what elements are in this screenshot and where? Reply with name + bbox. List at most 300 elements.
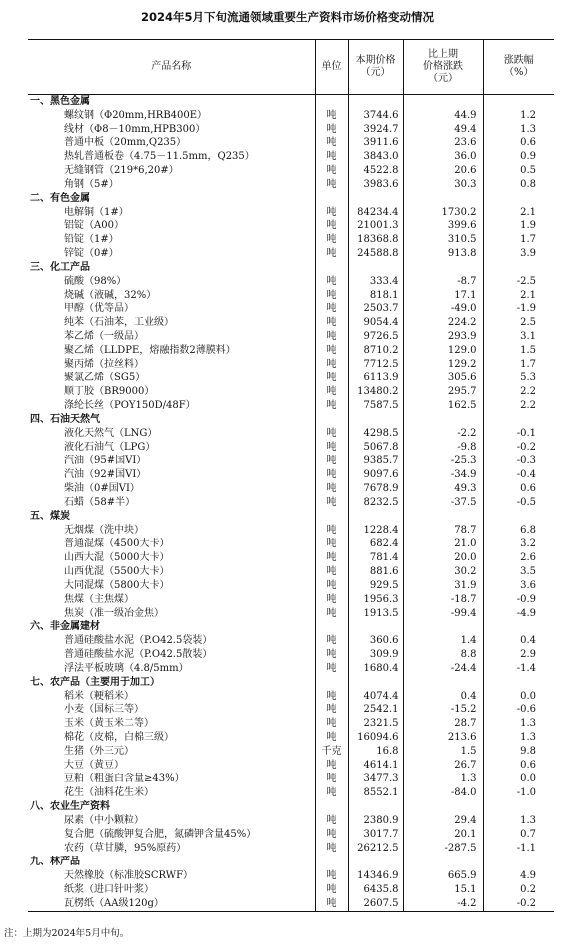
pct-cell: 0.4 bbox=[483, 634, 554, 648]
unit-cell: 吨 bbox=[315, 883, 348, 897]
category-row bbox=[28, 800, 554, 814]
product-name-cell: 硫酸（98%） bbox=[64, 275, 127, 287]
change-cell: -18.7 bbox=[403, 593, 483, 607]
price-cell: 3843.0 bbox=[348, 150, 403, 164]
unit-cell: 吨 bbox=[315, 150, 348, 164]
price-cell: 818.1 bbox=[348, 289, 403, 303]
product-name-cell: 瓦楞纸（AA级120g） bbox=[28, 897, 315, 911]
table-row bbox=[28, 524, 554, 538]
change-cell: 305.6 bbox=[403, 372, 483, 386]
pct-cell bbox=[483, 261, 554, 275]
table-row bbox=[28, 109, 554, 123]
unit-cell: 吨 bbox=[315, 482, 348, 496]
table-row bbox=[28, 828, 554, 842]
product-name-cell: 花生（油料花生米） bbox=[64, 787, 154, 799]
product-name-cell: 八、农业生产资料 bbox=[30, 801, 110, 813]
change-cell: 49.3 bbox=[403, 482, 483, 496]
table-row bbox=[28, 634, 554, 648]
category-row bbox=[28, 261, 554, 275]
change-cell: -4.2 bbox=[403, 897, 483, 911]
price-cell bbox=[348, 95, 403, 109]
unit-cell: 吨 bbox=[315, 579, 348, 593]
pct-cell: 2.6 bbox=[483, 551, 554, 565]
table-row bbox=[28, 219, 554, 233]
pct-cell: 2.5 bbox=[483, 316, 554, 330]
change-cell: 36.0 bbox=[403, 150, 483, 164]
table-row bbox=[28, 372, 554, 386]
price-cell: 781.4 bbox=[348, 551, 403, 565]
pct-cell: 2.2 bbox=[483, 385, 554, 399]
pct-cell: 1.7 bbox=[483, 358, 554, 372]
change-cell: 44.9 bbox=[403, 109, 483, 123]
unit-cell: 吨 bbox=[315, 607, 348, 621]
price-cell: 7678.9 bbox=[348, 482, 403, 496]
change-cell: 1.5 bbox=[403, 745, 483, 759]
product-name-cell: 无烟煤（洗中块） bbox=[64, 524, 144, 536]
table-row bbox=[28, 150, 554, 164]
pct-cell: 0.8 bbox=[483, 178, 554, 192]
price-cell: 18368.8 bbox=[348, 233, 403, 247]
pct-cell: 9.8 bbox=[483, 745, 554, 759]
product-name-cell: 大豆（黄豆） bbox=[64, 759, 124, 771]
change-cell: 129.0 bbox=[403, 344, 483, 358]
pct-cell: 4.9 bbox=[483, 869, 554, 883]
product-name-cell: 农药（草甘膦，95%原药） bbox=[64, 842, 187, 854]
pct-cell: 1.3 bbox=[483, 814, 554, 828]
price-cell: 682.4 bbox=[348, 538, 403, 552]
change-cell bbox=[403, 676, 483, 690]
table-row bbox=[28, 593, 554, 607]
table-row bbox=[28, 869, 554, 883]
price-cell: 9385.7 bbox=[348, 455, 403, 469]
price-cell: 26212.5 bbox=[348, 842, 403, 856]
product-name-cell: 纯苯（石油苯，工业级） bbox=[64, 317, 174, 329]
unit-cell: 吨 bbox=[315, 427, 348, 441]
price-cell: 6113.9 bbox=[348, 372, 403, 386]
pct-cell: 6.8 bbox=[483, 524, 554, 538]
pct-cell: 2.9 bbox=[483, 648, 554, 662]
pct-cell: 2.1 bbox=[483, 206, 554, 220]
pct-cell: -0.2 bbox=[483, 441, 554, 455]
category-row bbox=[28, 192, 554, 206]
unit-cell: 吨 bbox=[315, 178, 348, 192]
pct-cell: -0.6 bbox=[483, 703, 554, 717]
pct-cell: 5.3 bbox=[483, 372, 554, 386]
category-row bbox=[28, 413, 554, 427]
pct-cell: -4.9 bbox=[483, 607, 554, 621]
table-row bbox=[28, 468, 554, 482]
unit-cell bbox=[315, 413, 348, 427]
unit-cell: 吨 bbox=[315, 897, 348, 911]
table-row bbox=[28, 731, 554, 745]
table-row bbox=[28, 302, 554, 316]
product-name-cell: 聚氯乙烯（SG5） bbox=[64, 372, 146, 384]
unit-cell: 吨 bbox=[315, 593, 348, 607]
pct-cell: 3.6 bbox=[483, 579, 554, 593]
change-cell: 913.8 bbox=[403, 247, 483, 261]
change-cell: 23.6 bbox=[403, 136, 483, 150]
change-cell: 49.4 bbox=[403, 123, 483, 137]
pct-cell: 1.7 bbox=[483, 233, 554, 247]
table-row bbox=[28, 648, 554, 662]
product-name-cell: 角钢（5#） bbox=[64, 178, 119, 190]
unit-cell: 吨 bbox=[315, 164, 348, 178]
change-cell: 8.8 bbox=[403, 648, 483, 662]
unit-cell: 吨 bbox=[315, 344, 348, 358]
change-cell: 0.4 bbox=[403, 690, 483, 704]
table-row bbox=[28, 330, 554, 344]
pct-cell: -1.0 bbox=[483, 786, 554, 800]
change-cell: 17.1 bbox=[403, 289, 483, 303]
pct-cell: -0.2 bbox=[483, 897, 554, 911]
table-header-row bbox=[28, 40, 554, 95]
pct-cell bbox=[483, 192, 554, 206]
table-body bbox=[28, 95, 554, 912]
price-cell: 2321.5 bbox=[348, 717, 403, 731]
change-cell: -37.5 bbox=[403, 496, 483, 510]
unit-cell: 吨 bbox=[315, 634, 348, 648]
price-cell bbox=[348, 192, 403, 206]
table-row bbox=[28, 136, 554, 150]
price-cell: 1228.4 bbox=[348, 524, 403, 538]
product-name-cell: 玉米（黄玉米二等） bbox=[64, 718, 154, 730]
pct-cell bbox=[483, 676, 554, 690]
price-table bbox=[28, 39, 554, 912]
price-cell: 2380.9 bbox=[348, 814, 403, 828]
table-row bbox=[28, 358, 554, 372]
header-price: 本期价格 （元） bbox=[348, 40, 403, 95]
unit-cell bbox=[315, 510, 348, 524]
header-name: 产品名称 bbox=[28, 40, 315, 95]
price-cell: 7587.5 bbox=[348, 399, 403, 413]
unit-cell bbox=[315, 800, 348, 814]
price-cell: 3744.6 bbox=[348, 109, 403, 123]
unit-cell: 吨 bbox=[315, 842, 348, 856]
unit-cell: 吨 bbox=[315, 219, 348, 233]
unit-cell: 吨 bbox=[315, 330, 348, 344]
price-cell bbox=[348, 800, 403, 814]
price-cell: 2542.1 bbox=[348, 703, 403, 717]
price-cell: 3924.7 bbox=[348, 123, 403, 137]
pct-cell: 1.5 bbox=[483, 344, 554, 358]
product-name-cell: 铝锭（A00） bbox=[64, 220, 124, 232]
pct-cell: 0.9 bbox=[483, 150, 554, 164]
price-cell bbox=[348, 676, 403, 690]
unit-cell: 吨 bbox=[315, 690, 348, 704]
table-row bbox=[28, 883, 554, 897]
change-cell: 293.9 bbox=[403, 330, 483, 344]
pct-cell: 0.6 bbox=[483, 759, 554, 773]
price-cell: 1680.4 bbox=[348, 662, 403, 676]
table-row bbox=[28, 441, 554, 455]
product-name-cell: 普通硅酸盐水泥（P.O42.5袋装） bbox=[64, 635, 213, 647]
table-row bbox=[28, 773, 554, 787]
change-cell: 399.6 bbox=[403, 219, 483, 233]
unit-cell: 吨 bbox=[315, 455, 348, 469]
price-cell: 881.6 bbox=[348, 565, 403, 579]
change-cell: -24.4 bbox=[403, 662, 483, 676]
price-cell: 24588.8 bbox=[348, 247, 403, 261]
price-cell: 5067.8 bbox=[348, 441, 403, 455]
product-name-cell: 焦煤（主焦煤） bbox=[64, 593, 134, 605]
pct-cell: 1.3 bbox=[483, 123, 554, 137]
unit-cell: 吨 bbox=[315, 468, 348, 482]
table-row bbox=[28, 178, 554, 192]
table-row bbox=[28, 786, 554, 800]
price-cell: 929.5 bbox=[348, 579, 403, 593]
product-name-cell: 甲醇（优等品） bbox=[64, 303, 134, 315]
product-name-cell: 大同混煤（5800大卡） bbox=[64, 579, 170, 591]
price-cell: 360.6 bbox=[348, 634, 403, 648]
product-name-cell: 复合肥（硫酸钾复合肥，氮磷钾含量45%） bbox=[64, 828, 257, 840]
price-cell bbox=[348, 620, 403, 634]
change-cell bbox=[403, 800, 483, 814]
unit-cell bbox=[315, 856, 348, 870]
price-cell: 3017.7 bbox=[348, 828, 403, 842]
table-row bbox=[28, 897, 554, 911]
unit-cell: 吨 bbox=[315, 551, 348, 565]
table-row bbox=[28, 385, 554, 399]
product-name-cell: 山西大混（5000大卡） bbox=[64, 552, 170, 564]
table-row bbox=[28, 759, 554, 773]
change-cell: 26.7 bbox=[403, 759, 483, 773]
table-row bbox=[28, 745, 554, 759]
unit-cell: 吨 bbox=[315, 385, 348, 399]
change-cell: -49.0 bbox=[403, 302, 483, 316]
unit-cell: 吨 bbox=[315, 703, 348, 717]
unit-cell: 吨 bbox=[315, 773, 348, 787]
unit-cell: 吨 bbox=[315, 786, 348, 800]
change-cell: 28.7 bbox=[403, 717, 483, 731]
price-cell: 16094.6 bbox=[348, 731, 403, 745]
change-cell: -25.3 bbox=[403, 455, 483, 469]
price-cell: 4522.8 bbox=[348, 164, 403, 178]
product-name-cell: 螺纹钢（Φ20mm,HRB400E） bbox=[64, 109, 208, 121]
product-name-cell: 三、化工产品 bbox=[30, 261, 90, 273]
change-cell bbox=[403, 620, 483, 634]
unit-cell: 吨 bbox=[315, 206, 348, 220]
change-cell: 162.5 bbox=[403, 399, 483, 413]
pct-cell: 1.2 bbox=[483, 109, 554, 123]
product-name-cell: 普通硅酸盐水泥（P.O42.5散装） bbox=[64, 649, 213, 661]
product-name-cell: 苯乙烯（一级品） bbox=[64, 330, 144, 342]
change-cell: 30.3 bbox=[403, 178, 483, 192]
change-cell: -287.5 bbox=[403, 842, 483, 856]
change-cell: 1730.2 bbox=[403, 206, 483, 220]
product-name-cell: 电解铜（1#） bbox=[64, 206, 129, 218]
change-cell: 665.9 bbox=[403, 869, 483, 883]
pct-cell: 0.6 bbox=[483, 136, 554, 150]
pct-cell: -1.9 bbox=[483, 302, 554, 316]
price-cell: 1913.5 bbox=[348, 607, 403, 621]
footnote: 注：上期为2024年5月中旬。 bbox=[4, 928, 130, 939]
price-cell: 8552.1 bbox=[348, 786, 403, 800]
unit-cell: 吨 bbox=[315, 247, 348, 261]
pct-cell: -1.1 bbox=[483, 842, 554, 856]
table-row bbox=[28, 399, 554, 413]
unit-cell: 吨 bbox=[315, 731, 348, 745]
change-cell bbox=[403, 413, 483, 427]
change-cell: 21.0 bbox=[403, 538, 483, 552]
table-row bbox=[28, 717, 554, 731]
pct-cell: 0.5 bbox=[483, 164, 554, 178]
unit-cell: 吨 bbox=[315, 109, 348, 123]
product-name-cell: 小麦（国标三等） bbox=[64, 704, 144, 716]
product-name-cell: 六、非金属建材 bbox=[30, 621, 100, 633]
price-cell: 3477.3 bbox=[348, 773, 403, 787]
unit-cell: 吨 bbox=[315, 441, 348, 455]
price-cell: 4298.5 bbox=[348, 427, 403, 441]
category-row bbox=[28, 676, 554, 690]
product-name-cell: 石蜡（58#半） bbox=[64, 496, 136, 508]
unit-cell: 吨 bbox=[315, 828, 348, 842]
change-cell bbox=[403, 856, 483, 870]
category-row bbox=[28, 510, 554, 524]
change-cell: -84.0 bbox=[403, 786, 483, 800]
pct-cell: -0.1 bbox=[483, 427, 554, 441]
product-name-cell: 液化石油气（LPG） bbox=[64, 441, 156, 453]
product-name-cell: 浮法平板玻璃（4.8/5mm） bbox=[64, 662, 189, 674]
pct-cell: 0.7 bbox=[483, 828, 554, 842]
table-row bbox=[28, 690, 554, 704]
pct-cell: -0.5 bbox=[483, 496, 554, 510]
unit-cell: 吨 bbox=[315, 496, 348, 510]
report-title: 2024年5月下旬流通领域重要生产资料市场价格变动情况 bbox=[140, 10, 434, 24]
price-cell bbox=[348, 413, 403, 427]
product-name-cell: 四、石油天然气 bbox=[30, 413, 100, 425]
unit-cell: 吨 bbox=[315, 233, 348, 247]
product-name-cell: 稻米（粳稻米） bbox=[64, 690, 134, 702]
product-name-cell: 无缝钢管（219*6,20#） bbox=[64, 165, 179, 177]
change-cell: -34.9 bbox=[403, 468, 483, 482]
unit-cell: 千克 bbox=[315, 745, 348, 759]
unit-cell: 吨 bbox=[315, 275, 348, 289]
price-cell: 84234.4 bbox=[348, 206, 403, 220]
table-row bbox=[28, 275, 554, 289]
table-row bbox=[28, 164, 554, 178]
product-name-cell: 线材（Φ8－10mm,HPB300） bbox=[64, 123, 206, 135]
product-name-cell: 烧碱（液碱，32%） bbox=[64, 289, 157, 301]
unit-cell bbox=[315, 95, 348, 109]
product-name-cell: 五、煤炭 bbox=[30, 510, 70, 522]
table-row bbox=[28, 316, 554, 330]
pct-cell: 2.1 bbox=[483, 289, 554, 303]
pct-cell: 1.3 bbox=[483, 731, 554, 745]
price-cell: 4614.1 bbox=[348, 759, 403, 773]
pct-cell: -0.3 bbox=[483, 455, 554, 469]
product-name-cell: 山西优混（5500大卡） bbox=[64, 566, 170, 578]
table-row bbox=[28, 662, 554, 676]
pct-cell: 3.2 bbox=[483, 538, 554, 552]
change-cell: 29.4 bbox=[403, 814, 483, 828]
product-name-cell: 聚乙烯（LLDPE，熔融指数2薄膜料） bbox=[64, 344, 236, 356]
product-name-cell: 热轧普通板卷（4.75－11.5mm，Q235） bbox=[64, 151, 255, 163]
table-row bbox=[28, 538, 554, 552]
product-name-cell: 七、农产品（主要用于加工） bbox=[30, 676, 160, 688]
change-cell: 1.3 bbox=[403, 773, 483, 787]
pct-cell: 0.6 bbox=[483, 482, 554, 496]
change-cell: 224.2 bbox=[403, 316, 483, 330]
pct-cell: 1.9 bbox=[483, 219, 554, 233]
pct-cell bbox=[483, 510, 554, 524]
product-name-cell: 九、林产品 bbox=[30, 856, 80, 868]
change-cell: 78.7 bbox=[403, 524, 483, 538]
price-cell: 333.4 bbox=[348, 275, 403, 289]
table-row bbox=[28, 496, 554, 510]
product-name-cell: 一、黑色金属 bbox=[30, 95, 90, 107]
category-row bbox=[28, 620, 554, 634]
pct-cell bbox=[483, 413, 554, 427]
product-name-cell: 天然橡胶（标准胶SCRWF） bbox=[64, 870, 194, 882]
pct-cell: 3.9 bbox=[483, 247, 554, 261]
change-cell bbox=[403, 261, 483, 275]
table-row bbox=[28, 233, 554, 247]
unit-cell: 吨 bbox=[315, 814, 348, 828]
price-cell: 13480.2 bbox=[348, 385, 403, 399]
unit-cell: 吨 bbox=[315, 717, 348, 731]
change-cell bbox=[403, 192, 483, 206]
price-cell: 16.8 bbox=[348, 745, 403, 759]
change-cell: 15.1 bbox=[403, 883, 483, 897]
pct-cell bbox=[483, 95, 554, 109]
price-cell: 2607.5 bbox=[348, 897, 403, 911]
price-cell: 14346.9 bbox=[348, 869, 403, 883]
product-name-cell: 汽油（95#国VI） bbox=[64, 455, 147, 467]
product-name-cell: 尿素（中小颗粒） bbox=[64, 814, 144, 826]
unit-cell: 吨 bbox=[315, 358, 348, 372]
table-row bbox=[28, 607, 554, 621]
change-cell: -99.4 bbox=[403, 607, 483, 621]
price-cell: 4074.4 bbox=[348, 690, 403, 704]
product-name-cell: 聚丙烯（拉丝料） bbox=[64, 358, 144, 370]
unit-cell: 吨 bbox=[315, 289, 348, 303]
pct-cell: 0.2 bbox=[483, 883, 554, 897]
pct-cell: 2.2 bbox=[483, 399, 554, 413]
product-name-cell: 普通混煤（4500大卡） bbox=[64, 538, 170, 550]
pct-cell: -0.9 bbox=[483, 593, 554, 607]
table-row bbox=[28, 247, 554, 261]
unit-cell: 吨 bbox=[315, 302, 348, 316]
unit-cell: 吨 bbox=[315, 662, 348, 676]
change-cell: 310.5 bbox=[403, 233, 483, 247]
pct-cell: -0.4 bbox=[483, 468, 554, 482]
price-cell: 1956.3 bbox=[348, 593, 403, 607]
product-name-cell: 纸浆（进口针叶浆） bbox=[64, 884, 154, 896]
table-row bbox=[28, 427, 554, 441]
change-cell: -2.2 bbox=[403, 427, 483, 441]
pct-cell: -1.4 bbox=[483, 662, 554, 676]
table-row bbox=[28, 344, 554, 358]
change-cell: -8.7 bbox=[403, 275, 483, 289]
change-cell: 20.0 bbox=[403, 551, 483, 565]
pct-cell: 3.5 bbox=[483, 565, 554, 579]
change-cell: 213.6 bbox=[403, 731, 483, 745]
product-name-cell: 焦炭（准一级冶金焦） bbox=[64, 607, 164, 619]
unit-cell bbox=[315, 192, 348, 206]
unit-cell: 吨 bbox=[315, 316, 348, 330]
pct-cell: -2.5 bbox=[483, 275, 554, 289]
price-cell bbox=[348, 510, 403, 524]
table-row bbox=[28, 551, 554, 565]
product-name-cell: 锌锭（0#） bbox=[64, 248, 119, 260]
table-row bbox=[28, 482, 554, 496]
change-cell: 20.6 bbox=[403, 164, 483, 178]
product-name-cell: 二、有色金属 bbox=[30, 192, 90, 204]
header-change: 比上期 价格涨跌 （元） bbox=[403, 40, 483, 95]
change-cell bbox=[403, 95, 483, 109]
change-cell: 31.9 bbox=[403, 579, 483, 593]
product-name-cell: 豆粕（粗蛋白含量≥43%） bbox=[64, 773, 185, 785]
